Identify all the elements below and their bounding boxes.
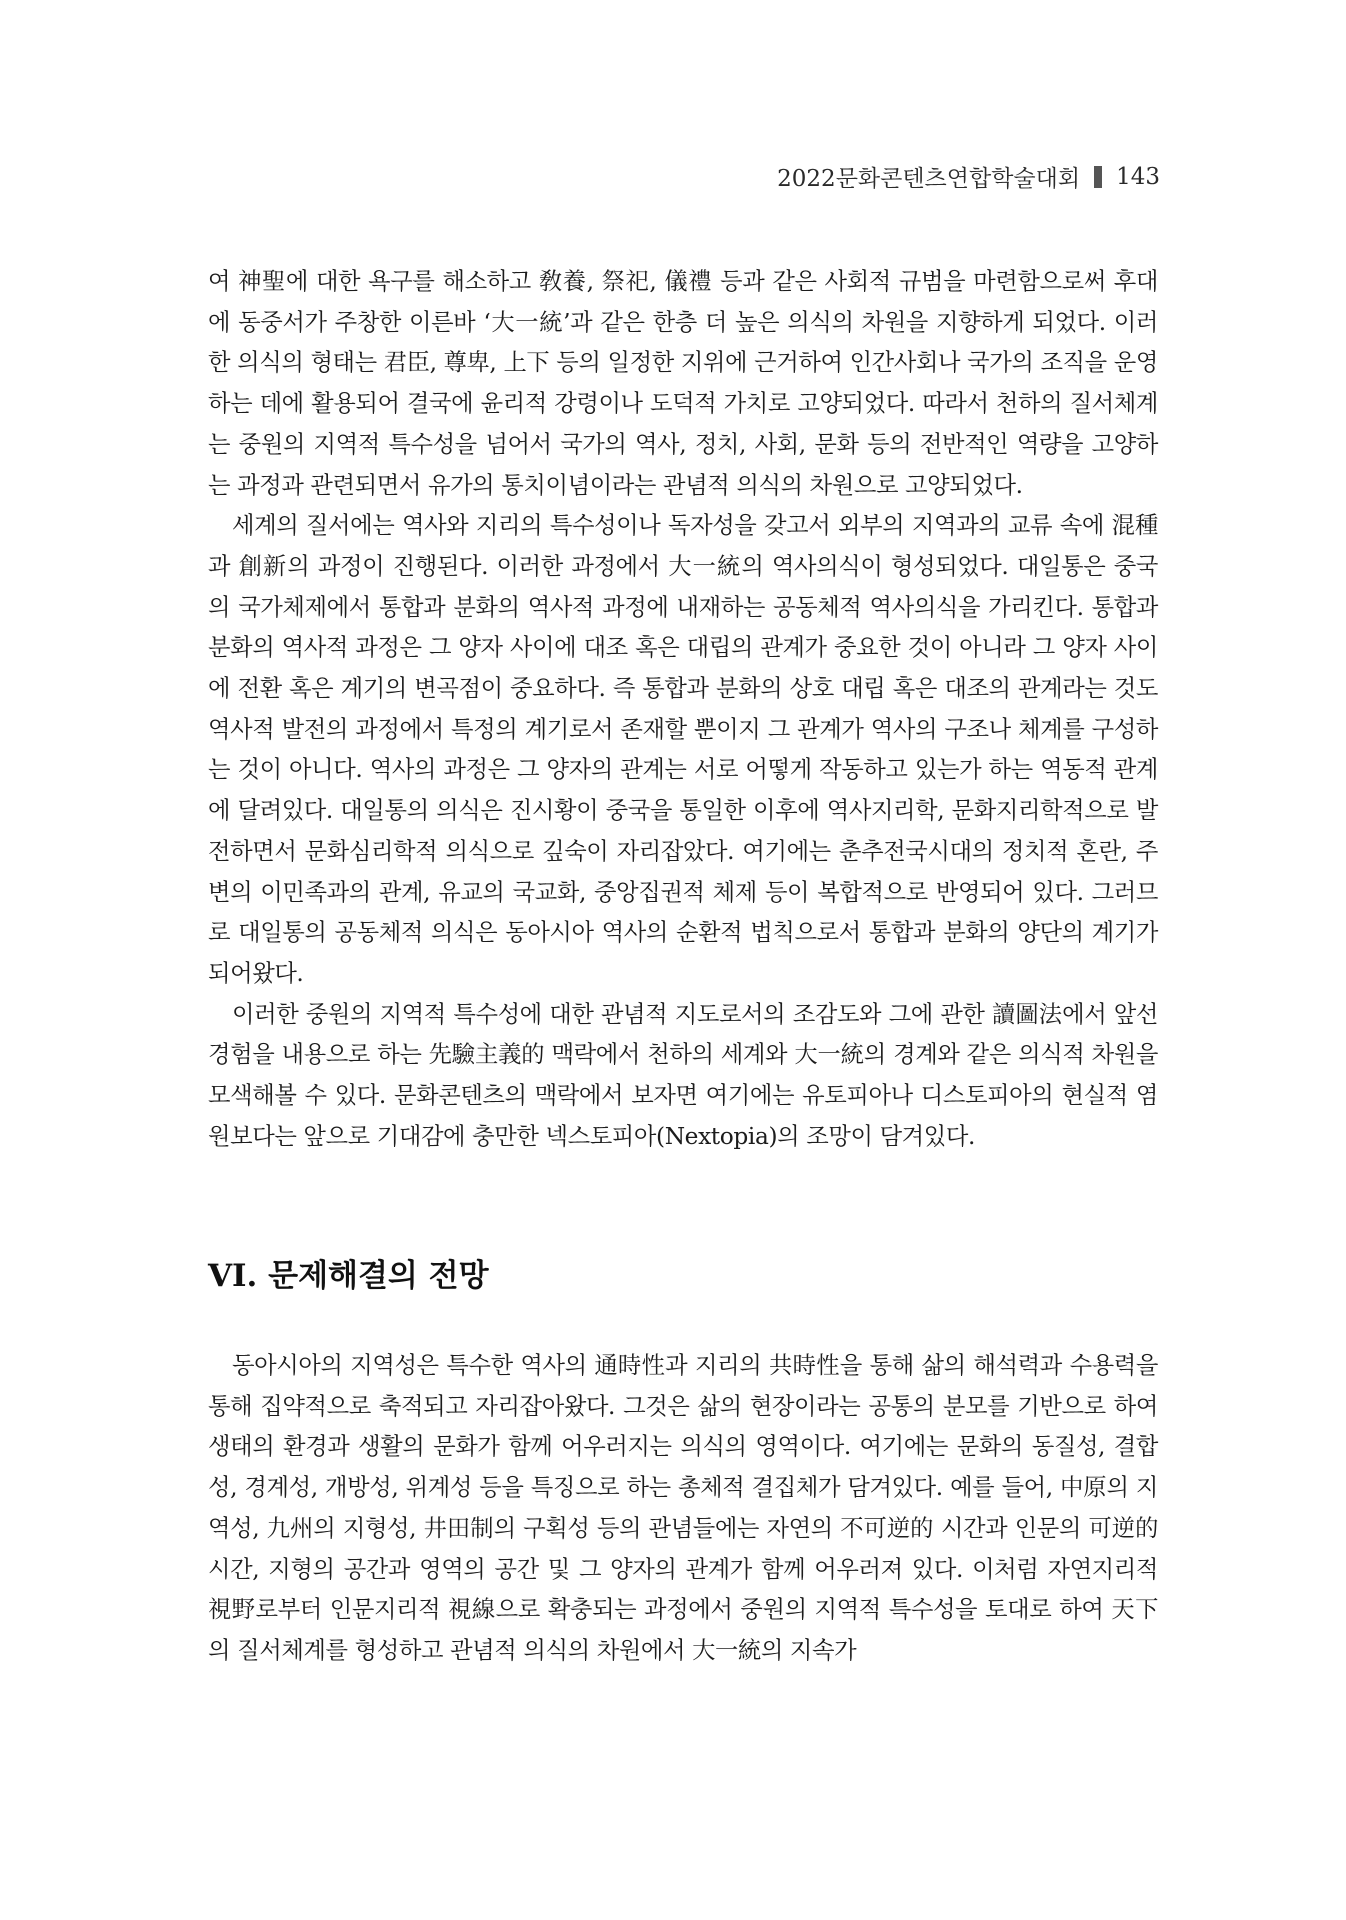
- paragraph-continuation: 여 神聖에 대한 욕구를 해소하고 敎養, 祭祀, 儀禮 등과 같은 사회적 규범을 마련함으로써 후대에 동중서가 주창한 이른바 ‘大一統’과 같은 한층 더 높은 의식의 차원을 지향하게 되었다. 이러한 의식의 형태는 君臣, 尊卑, 上下 등의 일정한 지위에 근거하여 인간사회나 국가의 조직을 운영하는 데에 활용되어 결국에 윤리적 강령이나 도덕적 가치로 고양되었다. 따라서 천하의 질서체계는 중원의 지역적 특수성을 넘어서 국가의 역사, 정치, 사회, 문화 등의 전반적인 역량을 고양하는 과정과 관련되면서 유가의 통치이념이라는 관념적 의식의 차원으로 고양되었다.: [208, 268, 1158, 499]
- running-header: [777, 160, 1160, 193]
- body-text-section-vi: [208, 1346, 1158, 1672]
- page-number: 143: [1116, 163, 1160, 190]
- paragraph-regionality: 동아시아의 지역성은 특수한 역사의 通時性과 지리의 共時性을 통해 삶의 해석력과 수용력을 통해 집약적으로 축적되고 자리잡아왔다. 그것은 삶의 현장이라는 공통의 분모를 기반으로 하여 생태의 환경과 생활의 문화가 함께 어우러지는 의식의 영역이다. 여기에는 문화의 동질성, 결합성, 경계성, 개방성, 위계성 등을 특징으로 하는 총체적 결집체가 담겨있다. 예를 들어, 中原의 지역성, 九州의 지형성, 井田制의 구획성 등의 관념들에는 자연의 不可逆的 시간과 인문의 可逆的시간, 지형의 공간과 영역의 공간 및 그 양자의 관계가 함께 어우러져 있다. 이처럼 자연지리적 視野로부터 인문지리적 視線으로 확충되는 과정에서 중원의 지역적 특수성을 토대로 하여 天下의 질서체계를 형성하고 관념적 의식의 차원에서 大一統의 지속가: [208, 1352, 1158, 1664]
- paragraph-world-order: 세계의 질서에는 역사와 지리의 특수성이나 독자성을 갖고서 외부의 지역과의 교류 속에 混種과 創新의 과정이 진행된다. 이러한 과정에서 大一統의 역사의식이 형성되었다. 대일통은 중국의 국가체제에서 통합과 분화의 역사적 과정에 내재하는 공동체적 역사의식을 가리킨다. 통합과 분화의 역사적 과정은 그 양자 사이에 대조 혹은 대립의 관계가 중요한 것이 아니라 그 양자 사이에 전환 혹은 계기의 변곡점이 중요하다. 즉 통합과 분화의 상호 대립 혹은 대조의 관계라는 것도 역사적 발전의 과정에서 특정의 계기로서 존재할 뿐이지 그 관계가 역사의 구조나 체계를 구성하는 것이 아니다. 역사의 과정은 그 양자의 관계는 서로 어떻게 작동하고 있는가 하는 역동적 관계에 달려있다. 대일통의 의식은 진시황이 중국을 통일한 이후에 역사지리학, 문화지리학적으로 발전하면서 문화심리학적 의식으로 깊숙이 자리잡았다. 여기에는 춘추전국시대의 정치적 혼란, 주변의 이민족과의 관계, 유교의 국교화, 중앙집권적 체제 등이 복합적으로 반영되어 있다. 그러므로 대일통의 공동체적 의식은 동아시아 역사의 순환적 법칙으로서 통합과 분화의 양단의 계기가 되어왔다.: [208, 512, 1158, 987]
- body-text-upper: [208, 262, 1158, 1157]
- section-heading: VI. 문제해결의 전망: [208, 1258, 489, 1294]
- conference-title: 2022문화콘텐츠연합학술대회: [777, 166, 1081, 192]
- paragraph-nextopia: 이러한 중원의 지역적 특수성에 대한 관념적 지도로서의 조감도와 그에 관한 讀圖法에서 앞선 경험을 내용으로 하는 先驗主義的 맥락에서 천하의 세계와 大一統의 경계와 같은 의식적 차원을 모색해볼 수 있다. 문화콘텐츠의 맥락에서 보자면 여기에는 유토피아나 디스토피아의 현실적 염원보다는 앞으로 기대감에 충만한 넥스토피아(Nextopia)의 조망이 담겨있다.: [208, 1000, 1158, 1150]
- header-divider: [1094, 166, 1102, 188]
